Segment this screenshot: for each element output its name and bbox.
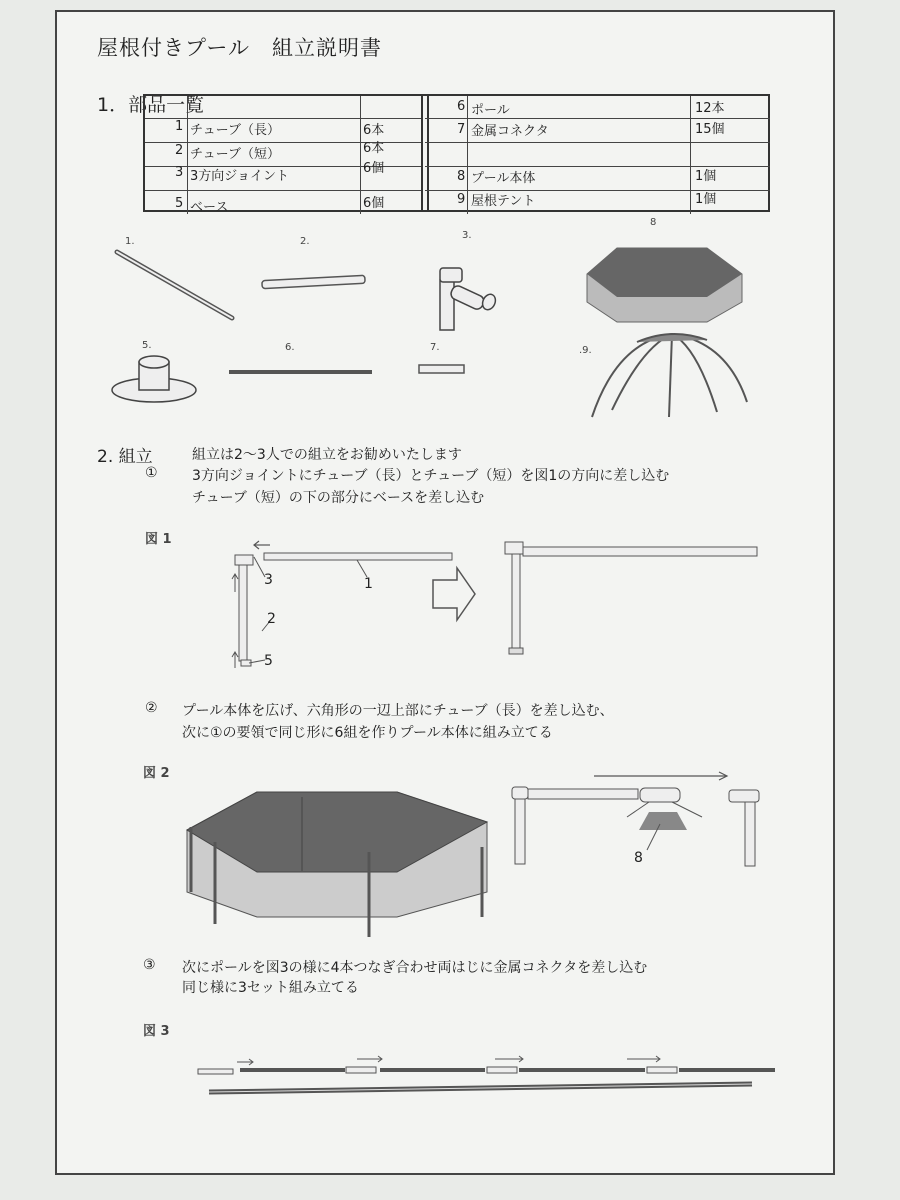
section1-heading: 1．部品一覧 — [97, 94, 205, 116]
fig1-callout: 1 — [364, 576, 373, 592]
part-label: 5. — [142, 340, 152, 351]
part-label: 7. — [430, 342, 440, 353]
figure1-diagram — [232, 541, 757, 668]
pool-body-icon — [587, 248, 742, 322]
figure2-label: 図 2 — [143, 766, 170, 781]
step3-text: 次にポールを図3の様に4本つなぎ合わせ両はじに金属コネクタを差し込む — [182, 960, 648, 976]
fig1-callout: 5 — [264, 653, 273, 669]
base-icon — [112, 356, 196, 402]
step1-mark: ① — [145, 465, 158, 481]
part-label: 6. — [285, 342, 295, 353]
step1-text: チューブ（短）の下の部分にベースを差し込む — [192, 490, 485, 506]
figure3-label: 図 3 — [143, 1024, 170, 1039]
three-way-joint-icon — [440, 268, 498, 330]
step2-mark: ② — [145, 700, 158, 716]
metal-connector-icon — [419, 365, 464, 373]
fig2-callout: 8 — [634, 850, 643, 866]
part-label: 8 — [650, 217, 657, 228]
section2-heading: 2. 組立 — [97, 447, 153, 467]
step3-mark: ③ — [143, 957, 156, 973]
fig1-callout: 3 — [264, 572, 273, 588]
step1-text: 3方向ジョイントにチューブ（長）とチューブ（短）を図1の方向に差し込む — [192, 468, 670, 484]
part-label: 1. — [125, 236, 135, 247]
illustrations — [57, 12, 837, 1172]
step2-text: プール本体を広げ、六角形の一辺上部にチューブ（長）を差し込む、 — [182, 703, 614, 719]
step3-text: 同じ様に3セット組み立てる — [182, 980, 359, 996]
part-label: .9. — [579, 345, 592, 356]
fig1-callout: 2 — [267, 611, 276, 627]
part-label: 3. — [462, 230, 472, 241]
parts-table: 1 チューブ（長） 6本 2 チューブ（短） 6本 3 3方向ジョイント 6個 5 ベース 6個 6 ポール 12本 7 金属コネクタ 15個 8 プール本体 1個 9 屋根テント 1個 — [143, 94, 770, 212]
instruction-sheet — [55, 10, 835, 1175]
figure1-label: 図 1 — [145, 532, 172, 547]
short-tube-icon — [262, 275, 365, 288]
roof-tent-icon — [592, 334, 747, 417]
long-tube-icon — [117, 252, 232, 318]
assembly-note: 組立は2～3人での組立をお勧めいたします — [192, 447, 462, 463]
step2-text: 次に①の要領で同じ形に6組を作りプール本体に組み立てる — [182, 725, 553, 741]
figure2-pool — [187, 792, 487, 937]
part-label: 2. — [300, 236, 310, 247]
figure3-poles — [198, 1056, 775, 1092]
document-title: 屋根付きプール 組立説明書 — [97, 36, 382, 60]
